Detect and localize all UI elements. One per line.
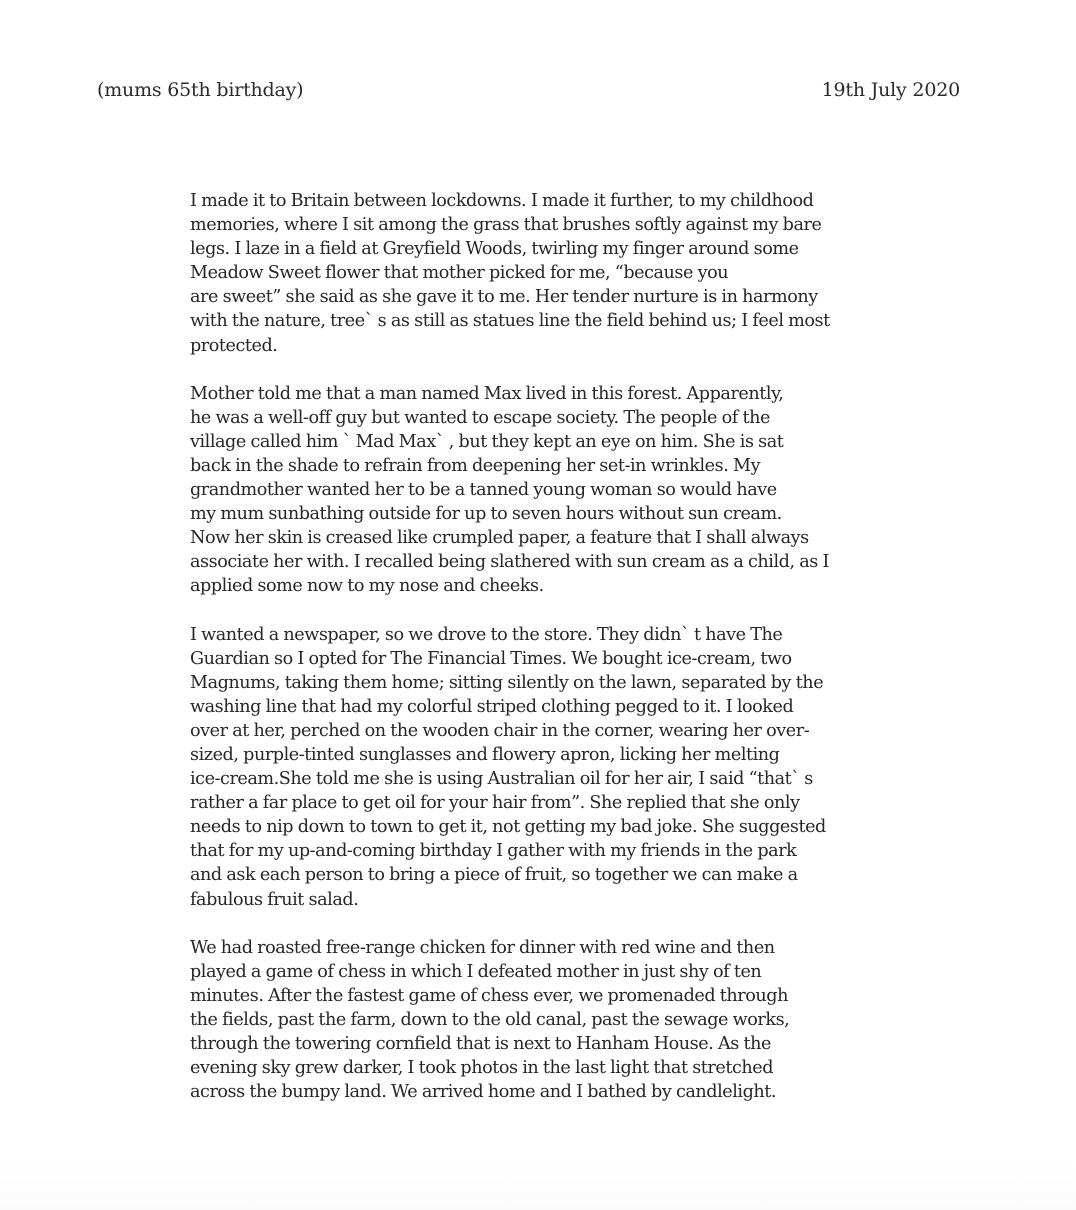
- document-body: [190, 189, 890, 1128]
- paragraph-4: [190, 936, 890, 1105]
- text-line: my mum sunbathing outside for up to seven hours without sun cream.: [190, 504, 782, 525]
- text-line: the fields, past the farm, down to the old canal, past the sewage works,: [190, 1009, 790, 1030]
- paragraph-2: [190, 382, 890, 599]
- text-line: minutes. After the fastest game of chess ever, we promenaded through: [190, 985, 788, 1006]
- text-line: are sweet” she said as she gave it to me. Her tender nurture is in harmony: [190, 287, 818, 308]
- text-line: fabulous fruit salad.: [190, 889, 359, 910]
- text-line: rather a far place to get oil for your hair from”. She replied that she only: [190, 793, 800, 814]
- text-line: ice-cream.She told me she is using Australian oil for her air, I said “that` s: [190, 769, 813, 790]
- text-line: We had roasted free-range chicken for dinner with red wine and then: [190, 937, 775, 958]
- text-line: he was a well-off guy but wanted to escape society. The people of the: [190, 407, 770, 428]
- text-line: Meadow Sweet flower that mother picked for me, “because you: [190, 263, 729, 284]
- text-line: I wanted a newspaper, so we drove to the store. They didn` t have The: [190, 624, 783, 645]
- text-line: associate her with. I recalled being slathered with sun cream as a child, as I: [190, 552, 829, 573]
- text-line: grandmother wanted her to be a tanned young woman so would have: [190, 480, 777, 501]
- text-line: Guardian so I opted for The Financial Times. We bought ice-cream, two: [190, 648, 792, 669]
- text-line: memories, where I sit among the grass that brushes softly against my bare: [190, 215, 822, 236]
- text-line: protected.: [190, 335, 278, 356]
- text-line: sized, purple-tinted sunglasses and flowery apron, licking her melting: [190, 744, 780, 765]
- text-line: applied some now to my nose and cheeks.: [190, 576, 544, 597]
- text-line: played a game of chess in which I defeated mother in just shy of ten: [190, 961, 762, 982]
- text-line: washing line that had my colorful striped clothing pegged to it. I looked: [190, 696, 794, 717]
- text-line: Now her skin is creased like crumpled paper, a feature that I shall always: [190, 528, 809, 549]
- paragraph-3: [190, 623, 890, 912]
- text-line: evening sky grew darker, I took photos in the last light that stretched: [190, 1058, 774, 1079]
- text-line: across the bumpy land. We arrived home and I bathed by candlelight.: [190, 1082, 777, 1103]
- paragraph-1: [190, 189, 890, 358]
- text-line: that for my up-and-coming birthday I gather with my friends in the park: [190, 841, 797, 862]
- document-subtitle: (mums 65th birthday): [97, 79, 304, 101]
- text-line: village called him ` Mad Max` , but they kept an eye on him. She is sat: [190, 431, 784, 452]
- text-line: back in the shade to refrain from deepening her set-in wrinkles. My: [190, 455, 761, 476]
- document-date: 19th July 2020: [821, 79, 960, 101]
- text-line: through the towering cornfield that is next to Hanham House. As the: [190, 1034, 771, 1054]
- text-line: legs. I laze in a field at Greyfield Woods, twirling my finger around some: [190, 239, 799, 260]
- text-line: Mother told me that a man named Max lived in this forest. Apparently,: [190, 383, 784, 404]
- text-line: and ask each person to bring a piece of fruit, so together we can make a: [190, 865, 798, 886]
- text-line: I made it to Britain between lockdowns. I made it further, to my childhood: [190, 191, 814, 211]
- text-line: over at her, perched on the wooden chair in the corner, wearing her over-: [190, 720, 810, 741]
- text-line: Magnums, taking them home; sitting silently on the lawn, separated by the: [190, 672, 824, 693]
- text-line: needs to nip down to town to get it, not getting my bad joke. She suggested: [190, 817, 826, 838]
- text-line: with the nature, tree` s as still as statues line the field behind us; I feel most: [190, 311, 830, 332]
